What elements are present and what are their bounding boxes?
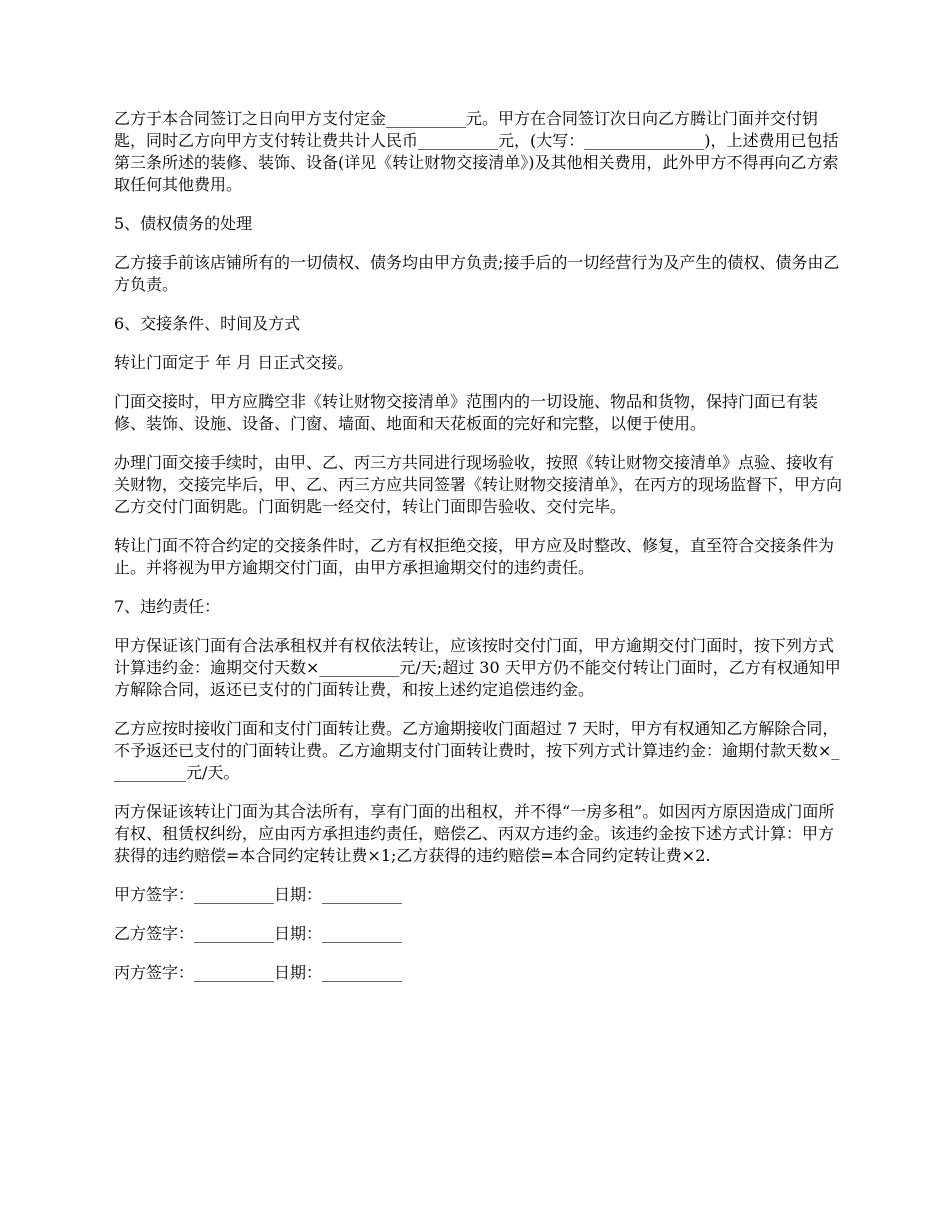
handover-refusal-clause: 转让门面不符合约定的交接条件时，乙方有权拒绝交接，甲方应及时整改、修复，直至符合交接条件为止。并将视为甲方逾期交付门面，由甲方承担逾期交付的违约责任。: [114, 536, 835, 577]
section-7-heading: 7、违约责任：: [114, 597, 221, 616]
party-c-signature-line: 丙方签字：__________日期：__________: [114, 963, 403, 982]
party-a-liability-clause: 甲方保证该门面有合法承租权并有权依法转让，应该按时交付门面，甲方逾期交付门面时，按下列方式计算违约金：逾期交付天数×__________元/天;超过 30 天甲方仍不能交付转让门面时，乙方有权通知甲方解除合同，返还已支付的门面转让费，和按上述约定追偿违约金。: [114, 636, 841, 699]
contract-page: [114, 108, 844, 1001]
handover-date-clause: 转让门面定于 年 月 日正式交接。: [114, 353, 354, 372]
party-a-signature-line: 甲方签字：__________日期：__________: [114, 885, 403, 904]
handover-condition-clause: 门面交接时，甲方应腾空非《转让财物交接清单》范围内的一切设施、物品和货物，保持门面已有装修、装饰、设施、设备、门窗、墙面、地面和天花板面的完好和完整，以便于使用。: [114, 392, 819, 433]
section-6-heading: 6、交接条件、时间及方式: [114, 314, 301, 333]
debt-clause: 乙方接手前该店铺所有的一切债权、债务均由甲方负责;接手后的一切经营行为及产生的债权、债务由乙方负责。: [114, 253, 840, 294]
party-b-signature-line: 乙方签字：__________日期：__________: [114, 924, 403, 943]
section-5-heading: 5、债权债务的处理: [114, 214, 253, 233]
handover-procedure-clause: 办理门面交接手续时，由甲、乙、丙三方共同进行现场验收，按照《转让财物交接清单》点验、接收有关财物，交接完毕后，甲、乙、丙三方应共同签署《转让财物交接清单》，在丙方的现场监督下，甲方向乙方交付门面钥匙。门面钥匙一经交付，转让门面即告验收、交付完毕。: [114, 453, 843, 516]
payment-clause: 乙方于本合同签订之日向甲方支付定金__________元。甲方在合同签订次日向乙方腾让门面并交付钥匙，同时乙方向甲方支付转让费共计人民币__________元，(大写：_______________)，上述费用已包括第三条所述的装修、装饰、设备(详见《转让财物交接清单》)及其他相关费用，此外甲方不得再向乙方索取任何其他费用。: [114, 109, 839, 194]
party-c-liability-clause: 丙方保证该转让门面为其合法所有，享有门面的出租权，并不得“一房多租”。如因丙方原因造成门面所有权、租赁权纠纷，应由丙方承担违约责任，赔偿乙、丙双方违约金。该违约金按下述方式计算：甲方获得的违约赔偿=本合同约定转让费×1;乙方获得的违约赔偿=本合同约定转让费×2.: [114, 802, 835, 865]
party-b-liability-clause: 乙方应按时接收门面和支付门面转让费。乙方逾期接收门面超过 7 天时，甲方有权通知乙方解除合同，不予返还已支付的门面转让费。乙方逾期支付门面转让费时，按下列方式计算违约金：逾期付款天数×__________元/天。: [114, 719, 840, 782]
